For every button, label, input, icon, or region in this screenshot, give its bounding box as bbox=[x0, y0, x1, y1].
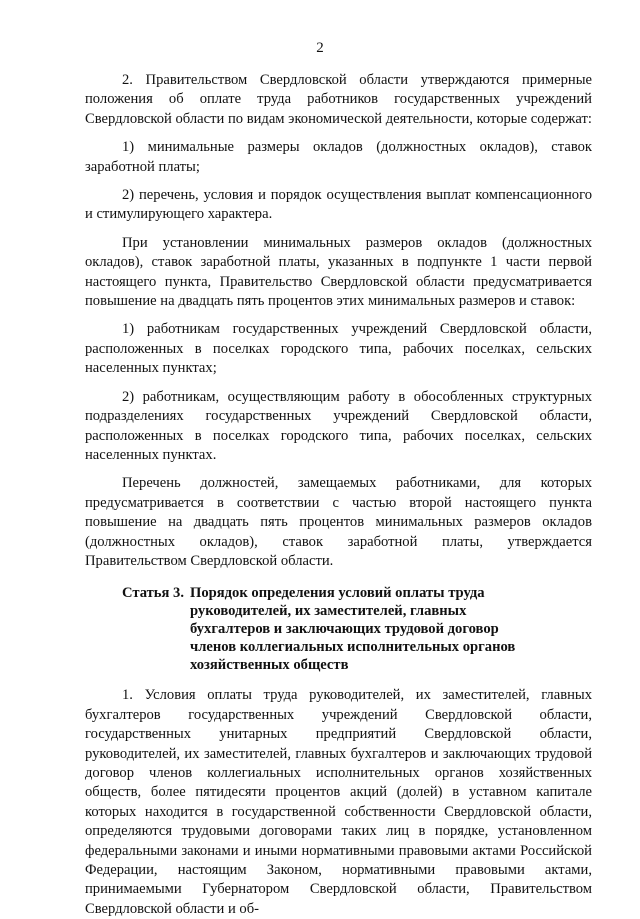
paragraph: При установлении минимальных размеров окладов (должностных окладов), ставок заработной платы, указанных в подпункте 1 части первой настоящего пункта, Правительство Свердловской области предусматривается повышение на двадцать пять процентов этих минимальных размеров и ставок: bbox=[85, 234, 592, 310]
paragraph: 1) работникам государственных учреждений Свердловской области, расположенных в поселках городского типа, рабочих поселках, сельских населенных пунктах; bbox=[85, 321, 592, 377]
document-body bbox=[85, 71, 592, 919]
page-number: 2 bbox=[316, 40, 324, 56]
paragraph: 2) работникам, осуществляющим работу в обособленных структурных подразделениях государственных учреждений Свердловской области, расположенных в поселках городского типа, рабочих поселках, сельских населенных пунктах. bbox=[85, 388, 592, 463]
article-title: Порядок определения условий оплаты труда руководителей, их заместителей, главных бухгалтеров и заключающих трудовой договор членов коллегиальных исполнительных органов хозяйственных обществ bbox=[190, 585, 516, 674]
paragraph: 1. Условия оплаты труда руководителей, их заместителей, главных бухгалтеров государственных учреждений Свердловской области, государственных унитарных предприятий Свердловской области, руководителей, их заместителей, главных бухгалтеров и заключающих трудовой договор членов коллегиальных исполнительных органов хозяйственных обществ, более пятидесяти процентов акций (долей) в уставном капитале которых находится в государственной собственности Свердловской области, определяются трудовыми договорами таких лиц в порядке, установленном федеральными законами и иными нормативными правовыми актами Российской Федерации, настоящим Законом, нормативными правовыми актами, принимаемыми Губернатором Свердловской области, Правительством Свердловской области и об- bbox=[85, 687, 592, 917]
paragraph: 1) минимальные размеры окладов (должностных окладов), ставок заработной платы; bbox=[85, 139, 592, 175]
paragraph: 2) перечень, условия и порядок осуществления выплат компенсационного и стимулирующего характера. bbox=[85, 187, 592, 223]
paragraph: Перечень должностей, замещаемых работниками, для которых предусматривается в соответствии с частью второй настоящего пункта повышение на двадцать пять процентов минимальных размеров окладов (должностных окладов), ставок заработной платы, утверждается Правительством Свердловской области. bbox=[85, 475, 592, 569]
article-heading bbox=[85, 584, 592, 674]
article-number: Статья 3. bbox=[122, 585, 184, 602]
paragraph: 2. Правительством Свердловской области утверждаются примерные положения об оплате труда работников государственных учреждений Свердловской области по видам экономической деятельности, которые содержат: bbox=[85, 72, 592, 127]
